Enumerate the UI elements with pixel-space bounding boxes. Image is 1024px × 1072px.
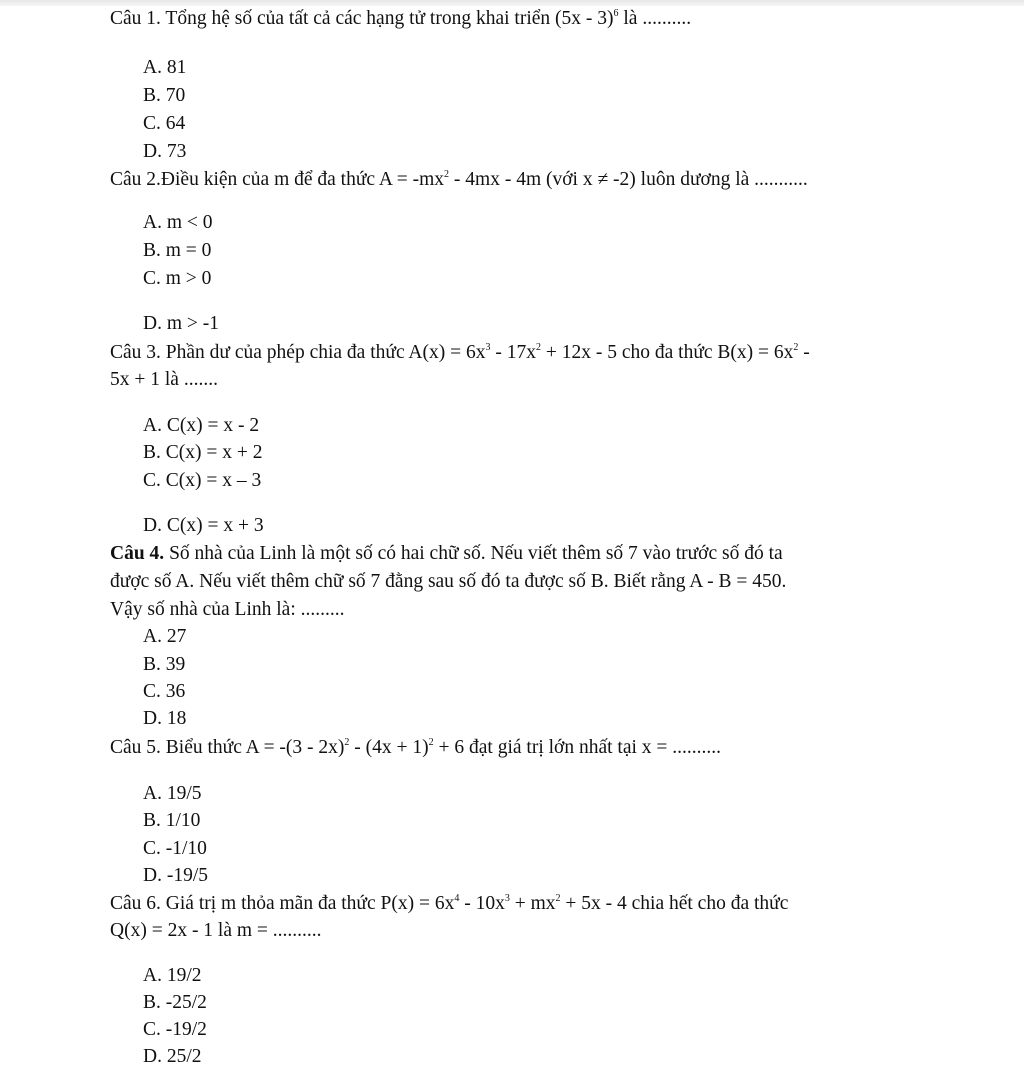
question-2-option-d: D. m > -1 <box>143 313 219 334</box>
question-1-option-c: C. 64 <box>143 113 186 134</box>
question-3-option-b: B. C(x) = x + 2 <box>143 442 263 463</box>
question-5-option-d: D. -19/5 <box>143 865 208 886</box>
question-4-option-c: C. 36 <box>143 681 186 702</box>
question-1-text: Câu 1. Tổng hệ số của tất cả các hạng tử trong khai triển (5x - 3)$^6$ là .......... <box>110 8 692 29</box>
question-5-option-c: C. -1/10 <box>143 838 207 859</box>
question-6-text-line-2: Q(x) = 2x - 1 là m = .......... <box>110 920 322 941</box>
question-4-text-line-2: được số A. Nếu viết thêm chữ số 7 đằng sau số đó ta được số B. Biết rằng A - B = 450. <box>110 571 787 592</box>
question-5-text: Câu 5. Biểu thức $A = -(3 - 2x)^2 - (4x + 1)^2 + 6$ đạt giá trị lớn nhất tại x = .......... <box>110 737 722 758</box>
question-2-option-c: C. m > 0 <box>143 268 212 289</box>
question-6-option-a: A. 19/2 <box>143 965 202 986</box>
question-2-text: Câu 2.Điều kiện của m để đa thức $A = -mx^2 - 4mx - 4m$ (với x ≠ -2) luôn dương là ........... <box>110 169 808 190</box>
question-3-text-line-1: Câu 3. Phần dư của phép chia đa thức $A(x) = 6x^3 - 17x^2 + 12x - 5$ cho đa thức $B(x) = 6x^2$ - <box>110 342 810 363</box>
question-3-text-line-2: 5x + 1 là ....... <box>110 369 218 390</box>
question-1-option-d: D. 73 <box>143 141 187 162</box>
question-2-option-a: A. m < 0 <box>143 212 213 233</box>
question-2-option-b: B. m = 0 <box>143 240 212 261</box>
question-1-option-a: A. 81 <box>143 57 187 78</box>
question-4-text-line-3: Vậy số nhà của Linh là: ......... <box>110 599 345 620</box>
question-1-option-b: B. 70 <box>143 85 186 106</box>
question-4-option-a: A. 27 <box>143 626 187 647</box>
question-4-label: Câu 4. <box>110 543 165 564</box>
question-4-text-line-1: Câu 4. Số nhà của Linh là một số có hai chữ số. Nếu viết thêm số 7 vào trước số đó ta <box>110 543 783 564</box>
question-5-option-a: A. 19/5 <box>143 783 202 804</box>
question-3-option-a: A. C(x) = x - 2 <box>143 415 260 436</box>
question-6-option-c: C. -19/2 <box>143 1019 207 1040</box>
question-6-option-b: B. -25/2 <box>143 992 207 1013</box>
question-3-option-d: D. C(x) = x + 3 <box>143 515 264 536</box>
question-6-option-d: D. 25/2 <box>143 1046 202 1067</box>
question-5-option-b: B. 1/10 <box>143 810 201 831</box>
question-6-text-line-1: Câu 6. Giá trị m thỏa mãn đa thức $P(x) = 6x^4 - 10x^3 + mx^2 + 5x - 4$ chia hết cho đa thức <box>110 893 789 914</box>
question-4-option-d: D. 18 <box>143 708 187 729</box>
question-4-option-b: B. 39 <box>143 654 186 675</box>
question-3-option-c: C. C(x) = x – 3 <box>143 470 262 491</box>
